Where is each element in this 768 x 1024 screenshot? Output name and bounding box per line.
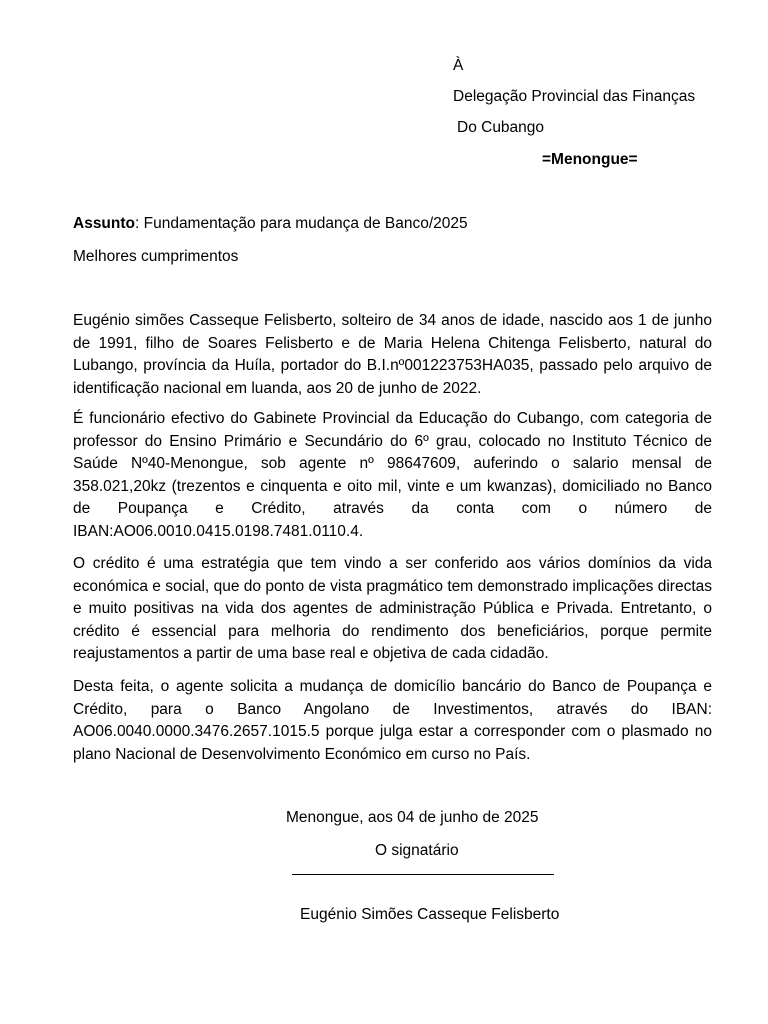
recipient-prefix: À [453,57,464,74]
signature-line [292,874,554,875]
body-paragraph-2: É funcionário efectivo do Gabinete Provincial da Educação do Cubango, com categoria de professor do Ensino Primário e Secundário do 6º grau, colocado no Instituto Técnico de Saúde Nº40-Menongue, sob agente nº 98647609, auferindo o salario mensal de 358.021,20kz (trezentos e cinquenta e oito mil, vinte e um kwanzas), domiciliado no Banco de Poupança e Crédito, através da conta com o número de IBAN:AO06.0010.0415.0198.7481.0110.4. [73,410,712,540]
body-paragraph-4: Desta feita, o agente solicita a mudança de domicílio bancário do Banco de Poupança e Crédito, para o Banco Angolano de Investimentos, através do IBAN: AO06.0040.0000.3476.2657.1015.5 porque julga estar a corresponder com o plasmado no plano Nacional de Desenvolvimento Económico em curso no País. [73,678,712,763]
greeting: Melhores cumprimentos [73,248,239,265]
recipient-line-3: =Menongue= [542,151,638,168]
place-date: Menongue, aos 04 de junho de 2025 [286,809,539,826]
subject-text: : Fundamentação para mudança de Banco/2025 [135,215,468,232]
recipient-line-2: Do Cubango [457,119,545,136]
signature-line-text [292,872,556,892]
body-paragraph-1: Eugénio simões Casseque Felisberto, solteiro de 34 anos de idade, nascido aos 1 de junho de 1991, filho de Soares Felisberto e de Maria Helena Chitenga Felisberto, natural do Lubango, província da Huíla, portador do B.I.nº001223753HA035, passado pelo arquivo de identificação nacional em luanda, aos 20 de junho de 2022. [73,312,712,397]
signatory-name: Eugénio Simões Casseque Felisberto [300,906,560,923]
subject-line [73,214,468,234]
body-paragraph-3: O crédito é uma estratégia que tem vindo a ser conferido aos vários domínios da vida económica e social, que do ponto de vista pragmático tem demonstrado implicações directas e muito positivas na vida dos agentes de administração Pública e Privada. Entretanto, o crédito é essencial para melhoria do rendimento dos beneficiários, porque permite reajustamentos a partir de uma base real e objetiva de cada cidadão. [73,555,712,663]
recipient-line-1: Delegação Provincial das Finanças [453,88,696,105]
signatory-label: O signatário [375,842,459,859]
subject-label: Assunto [73,215,135,232]
